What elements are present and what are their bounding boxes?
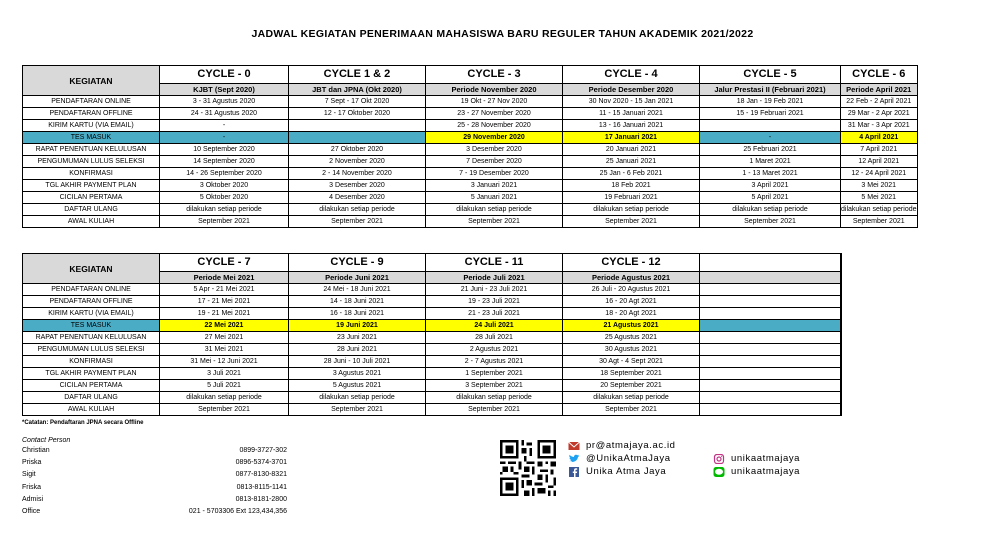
table-cell: 31 Mei - 12 Juni 2021: [160, 356, 289, 368]
table-cell: 21 Juni - 23 Juli 2021: [426, 284, 563, 296]
period-header: Jalur Prestasi II (Februari 2021): [700, 84, 841, 96]
table-cell: 28 Juni 2021: [289, 344, 426, 356]
facebook-item: [568, 466, 666, 477]
table-cell: 3 Agustus 2021: [289, 368, 426, 380]
qr-code-icon: [500, 440, 556, 496]
table-cell: 15 - 19 Februari 2021: [700, 108, 841, 120]
footnote: *Catatan: Pendaftaran JPNA secara Offline: [22, 420, 144, 426]
contact-phone: 021 - 5703306 Ext 123,434,356: [188, 507, 287, 515]
table-cell: [841, 344, 842, 356]
activity-label: AWAL KULIAH: [23, 404, 160, 416]
table-cell: September 2021: [426, 404, 563, 416]
table-row: [23, 392, 842, 404]
table-cell: 3 April 2021: [700, 180, 841, 192]
table-cell: 12 - 17 Oktober 2020: [289, 108, 426, 120]
activity-label: TGL AKHIR PAYMENT PLAN: [23, 180, 160, 192]
contact-phone: 0877-8130-8321: [235, 471, 287, 479]
table-cell: dilakukan setiap periode: [700, 204, 841, 216]
table-row: [23, 320, 842, 332]
table-cell: 27 Mei 2021: [160, 332, 289, 344]
table-row: [23, 132, 918, 144]
table-cell: dilakukan setiap periode: [160, 204, 289, 216]
table-cell: 5 Mei 2021: [841, 192, 918, 204]
table-cell: [700, 344, 841, 356]
table-row: [23, 356, 842, 368]
cycle-header: [700, 254, 841, 272]
period-header: Periode Desember 2020: [563, 84, 700, 96]
twitter-icon: [568, 454, 580, 464]
activity-label: DAFTAR ULANG: [23, 392, 160, 404]
cycle-header: CYCLE - 5: [700, 66, 841, 84]
contact-name: Office: [22, 507, 41, 515]
table-cell: 5 Apr - 21 Mei 2021: [160, 284, 289, 296]
period-header: Periode April 2021: [841, 84, 918, 96]
table-row: [23, 96, 918, 108]
activity-label: PENGUMUMAN LULUS SELEKSI: [23, 156, 160, 168]
table-cell: 19 Juni 2021: [289, 320, 426, 332]
period-header: Periode Juni 2021: [289, 272, 426, 284]
table-cell: 27 Oktober 2020: [289, 144, 426, 156]
activity-label: PENDAFTARAN ONLINE: [23, 284, 160, 296]
table-cell: 31 Mar - 3 Apr 2021: [841, 120, 918, 132]
table-cell: 14 September 2020: [160, 156, 289, 168]
table-cell: -: [160, 132, 289, 144]
table-cell: 18 Jan - 19 Feb 2021: [700, 96, 841, 108]
contact-row: [22, 484, 287, 496]
cycle-header: CYCLE - 11: [426, 254, 563, 272]
period-header: Periode November 2020: [426, 84, 563, 96]
cycle-header: CYCLE - 4: [563, 66, 700, 84]
contact-name: Friska: [22, 483, 42, 491]
table-cell: 26 Juli - 20 Agustus 2021: [563, 284, 700, 296]
table-cell: [700, 404, 841, 416]
instagram-item: [713, 453, 800, 464]
table-cell: 25 Jan - 6 Feb 2021: [563, 168, 700, 180]
table-cell: 12 April 2021: [841, 156, 918, 168]
email-icon: [568, 441, 580, 451]
table-cell: 3 Oktober 2020: [160, 180, 289, 192]
table-row: [23, 168, 918, 180]
table-row: [23, 284, 842, 296]
table-cell: 3 Januari 2021: [426, 180, 563, 192]
activity-label: TES MASUK: [23, 132, 160, 144]
activity-label: CICILAN PERTAMA: [23, 192, 160, 204]
activity-label: KIRIM KARTU (VIA EMAIL): [23, 120, 160, 132]
twitter-handle[interactable]: @UnikaAtmaJaya: [586, 453, 671, 464]
table-cell: dilakukan setiap periode: [426, 392, 563, 404]
twitter-item: [568, 453, 671, 464]
cycle-header: CYCLE - 12: [563, 254, 700, 272]
table-cell: dilakukan setiap periode: [289, 392, 426, 404]
table-cell: [700, 332, 841, 344]
table-cell: 14 - 18 Juni 2021: [289, 296, 426, 308]
table-cell: [841, 320, 842, 332]
contact-name: Priska: [22, 459, 42, 467]
activity-label: PENDAFTARAN OFFLINE: [23, 296, 160, 308]
table-cell: [700, 284, 841, 296]
table-cell: 2 - 7 Agustus 2021: [426, 356, 563, 368]
table-cell: 5 Agustus 2021: [289, 380, 426, 392]
table-cell: 19 Okt - 27 Nov 2020: [426, 96, 563, 108]
table-cell: 2 Agustus 2021: [426, 344, 563, 356]
table-row: [23, 120, 918, 132]
table-row: [23, 216, 918, 228]
table-cell: [700, 308, 841, 320]
table-cell: 18 - 20 Agt 2021: [563, 308, 700, 320]
table-cell: 4 Desember 2020: [289, 192, 426, 204]
table-cell: 7 - 19 Desember 2020: [426, 168, 563, 180]
period-header: Periode Agustus 2021: [563, 272, 700, 284]
table-cell: 24 - 31 Agustus 2020: [160, 108, 289, 120]
table-cell: [700, 356, 841, 368]
activity-label: TGL AKHIR PAYMENT PLAN: [23, 368, 160, 380]
contact-phone: 0813-8115-1141: [236, 483, 287, 491]
cycle-header: CYCLE - 0: [160, 66, 289, 84]
table-row: [23, 192, 918, 204]
table-row: [23, 368, 842, 380]
table-cell: [841, 380, 842, 392]
table-cell: 23 Juni 2021: [289, 332, 426, 344]
table-cell: September 2021: [563, 216, 700, 228]
schedule-table-2020: [22, 65, 918, 228]
table-cell: 5 Juli 2021: [160, 380, 289, 392]
table-cell: [841, 296, 842, 308]
table-cell: September 2021: [289, 216, 426, 228]
table-cell: dilakukan setiap periode: [563, 392, 700, 404]
contact-name: Christian: [22, 447, 50, 454]
table-cell: [841, 332, 842, 344]
contact-name: Sigit: [22, 471, 36, 479]
table-cell: [841, 308, 842, 320]
activity-label: PENGUMUMAN LULUS SELEKSI: [23, 344, 160, 356]
table-cell: 28 Juni - 10 Juli 2021: [289, 356, 426, 368]
table-cell: [841, 404, 842, 416]
cycle-header: CYCLE - 9: [289, 254, 426, 272]
contact-phone: 0896-5374-3701: [235, 459, 287, 467]
table-cell: 13 - 16 Januari 2021: [563, 120, 700, 132]
table-cell: 7 April 2021: [841, 144, 918, 156]
activity-label: PENDAFTARAN OFFLINE: [23, 108, 160, 120]
table-cell: 3 Desember 2020: [289, 180, 426, 192]
table-cell: 12 - 24 April 2021: [841, 168, 918, 180]
activity-label: PENDAFTARAN ONLINE: [23, 96, 160, 108]
email-item: [568, 440, 676, 451]
contact-name: Admisi: [22, 495, 44, 503]
email-address[interactable]: pr@atmajaya.ac.id: [586, 440, 676, 451]
table-cell: September 2021: [289, 404, 426, 416]
table-cell: 29 November 2020: [426, 132, 563, 144]
cycle-header: CYCLE 1 & 2: [289, 66, 426, 84]
activity-label: DAFTAR ULANG: [23, 204, 160, 216]
table-cell: 5 Oktober 2020: [160, 192, 289, 204]
table-cell: dilakukan setiap periode: [160, 392, 289, 404]
table-cell: 7 Desember 2020: [426, 156, 563, 168]
contact-heading: Contact Person: [22, 437, 71, 444]
table-row: [23, 180, 918, 192]
table-cell: 17 Januari 2021: [563, 132, 700, 144]
kegiatan-header: KEGIATAN: [23, 66, 160, 96]
table-cell: 3 Desember 2020: [426, 144, 563, 156]
table-cell: 29 Mar - 2 Apr 2021: [841, 108, 918, 120]
table-cell: 20 September 2021: [563, 380, 700, 392]
table-cell: 19 Februari 2021: [563, 192, 700, 204]
table-cell: September 2021: [563, 404, 700, 416]
table-cell: 30 Agt - 4 Sept 2021: [563, 356, 700, 368]
line-item: [713, 466, 800, 477]
table-row: [23, 344, 842, 356]
facebook-page[interactable]: Unika Atma Jaya: [586, 466, 667, 477]
table-cell: September 2021: [160, 404, 289, 416]
instagram-icon: [713, 454, 725, 464]
table-cell: 25 Agustus 2021: [563, 332, 700, 344]
table-row: [23, 108, 918, 120]
table-cell: 19 - 21 Mei 2021: [160, 308, 289, 320]
activity-label: RAPAT PENENTUAN KELULUSAN: [23, 332, 160, 344]
contact-row: [22, 508, 287, 520]
contact-row: [22, 471, 287, 483]
cycle-header: CYCLE - 3: [426, 66, 563, 84]
period-header: Periode Juli 2021: [426, 272, 563, 284]
activity-label: KONFIRMASI: [23, 168, 160, 180]
table-cell: September 2021: [160, 216, 289, 228]
line-app-icon: [713, 467, 725, 477]
contact-phone: 0813-8181-2800: [235, 495, 287, 503]
table-cell: 20 Januari 2021: [563, 144, 700, 156]
table-cell: 31 Mei 2021: [160, 344, 289, 356]
schedule-table-2021: [22, 253, 842, 416]
table-cell: [841, 392, 842, 404]
kegiatan-header: KEGIATAN: [23, 254, 160, 284]
table-cell: 28 Juli 2021: [426, 332, 563, 344]
activity-label: RAPAT PENENTUAN KELULUSAN: [23, 144, 160, 156]
table-cell: 2 - 14 November 2020: [289, 168, 426, 180]
table-row: [23, 332, 842, 344]
cycle-header: [841, 254, 842, 272]
instagram-handle[interactable]: unikaatmajaya: [731, 453, 801, 464]
period-header: JBT dan JPNA (Okt 2020): [289, 84, 426, 96]
table-cell: 5 April 2021: [700, 192, 841, 204]
table-cell: 25 Februari 2021: [700, 144, 841, 156]
table-cell: [700, 296, 841, 308]
activity-label: CICILAN PERTAMA: [23, 380, 160, 392]
table-cell: -: [700, 132, 841, 144]
table-cell: [700, 120, 841, 132]
table-cell: [841, 368, 842, 380]
contact-person-block: [22, 437, 287, 520]
period-header: KJBT (Sept 2020): [160, 84, 289, 96]
activity-label: KONFIRMASI: [23, 356, 160, 368]
table-cell: 24 Mei - 18 Juni 2021: [289, 284, 426, 296]
table-cell: 2 November 2020: [289, 156, 426, 168]
table-row: [23, 404, 842, 416]
table-cell: 22 Feb - 2 April 2021: [841, 96, 918, 108]
table-cell: 7 Sept - 17 Okt 2020: [289, 96, 426, 108]
activity-label: AWAL KULIAH: [23, 216, 160, 228]
table-cell: [700, 320, 841, 332]
table-cell: [700, 392, 841, 404]
period-header: Periode Mei 2021: [160, 272, 289, 284]
table-cell: 24 Juli 2021: [426, 320, 563, 332]
table-cell: dilakukan setiap periode: [289, 204, 426, 216]
line-handle[interactable]: unikaatmajaya: [731, 466, 801, 477]
table-cell: 18 September 2021: [563, 368, 700, 380]
table-cell: [289, 120, 426, 132]
page-title: JADWAL KEGIATAN PENERIMAAN MAHASISWA BARU REGULER TAHUN AKADEMIK 2021/2022: [251, 28, 754, 40]
table-cell: [700, 380, 841, 392]
table-cell: September 2021: [841, 216, 918, 228]
contact-phone: 0899-3727-302: [239, 447, 287, 454]
contact-row: [22, 459, 287, 471]
table-cell: 1 September 2021: [426, 368, 563, 380]
activity-label: KIRIM KARTU (VIA EMAIL): [23, 308, 160, 320]
table-cell: 22 Mei 2021: [160, 320, 289, 332]
contact-row: [22, 447, 287, 459]
table-cell: 21 Agustus 2021: [563, 320, 700, 332]
activity-label: TES MASUK: [23, 320, 160, 332]
table-cell: 4 April 2021: [841, 132, 918, 144]
table-row: [23, 296, 842, 308]
table-cell: 18 Feb 2021: [563, 180, 700, 192]
table-row: [23, 204, 918, 216]
table-cell: 3 - 31 Agustus 2020: [160, 96, 289, 108]
table-cell: 17 - 21 Mei 2021: [160, 296, 289, 308]
table-cell: [841, 284, 842, 296]
table-cell: 25 Januari 2021: [563, 156, 700, 168]
table-row: [23, 380, 842, 392]
table-cell: 25 - 28 November 2020: [426, 120, 563, 132]
cycle-header: CYCLE - 7: [160, 254, 289, 272]
table-row: [23, 156, 918, 168]
table-row: [23, 308, 842, 320]
table-cell: [841, 356, 842, 368]
period-header: [841, 272, 842, 284]
table-cell: 19 - 23 Juli 2021: [426, 296, 563, 308]
table-cell: -: [160, 120, 289, 132]
table-cell: September 2021: [426, 216, 563, 228]
table-cell: 3 Juli 2021: [160, 368, 289, 380]
cycle-header: CYCLE - 6: [841, 66, 918, 84]
table-row: [23, 144, 918, 156]
table-cell: 10 September 2020: [160, 144, 289, 156]
table-cell: dilakukan setiap periode: [426, 204, 563, 216]
table-cell: 5 Januari 2021: [426, 192, 563, 204]
table-cell: 11 - 15 Januari 2021: [563, 108, 700, 120]
table-cell: 16 - 20 Agt 2021: [563, 296, 700, 308]
table-cell: dilakukan setiap periode: [841, 204, 918, 216]
table-cell: September 2021: [700, 216, 841, 228]
table-cell: 3 Mei 2021: [841, 180, 918, 192]
table-cell: 30 Agustus 2021: [563, 344, 700, 356]
table-cell: 23 - 27 November 2020: [426, 108, 563, 120]
table-cell: [289, 132, 426, 144]
table-cell: 30 Nov 2020 - 15 Jan 2021: [563, 96, 700, 108]
table-cell: [700, 368, 841, 380]
contact-row: [22, 496, 287, 508]
period-header: [700, 272, 841, 284]
table-cell: 3 September 2021: [426, 380, 563, 392]
table-cell: 16 - 18 Juni 2021: [289, 308, 426, 320]
table-cell: 1 - 13 Maret 2021: [700, 168, 841, 180]
facebook-icon: [568, 467, 580, 477]
table-cell: 14 - 26 September 2020: [160, 168, 289, 180]
table-cell: 21 - 23 Juli 2021: [426, 308, 563, 320]
table-cell: 1 Maret 2021: [700, 156, 841, 168]
table-cell: dilakukan setiap periode: [563, 204, 700, 216]
